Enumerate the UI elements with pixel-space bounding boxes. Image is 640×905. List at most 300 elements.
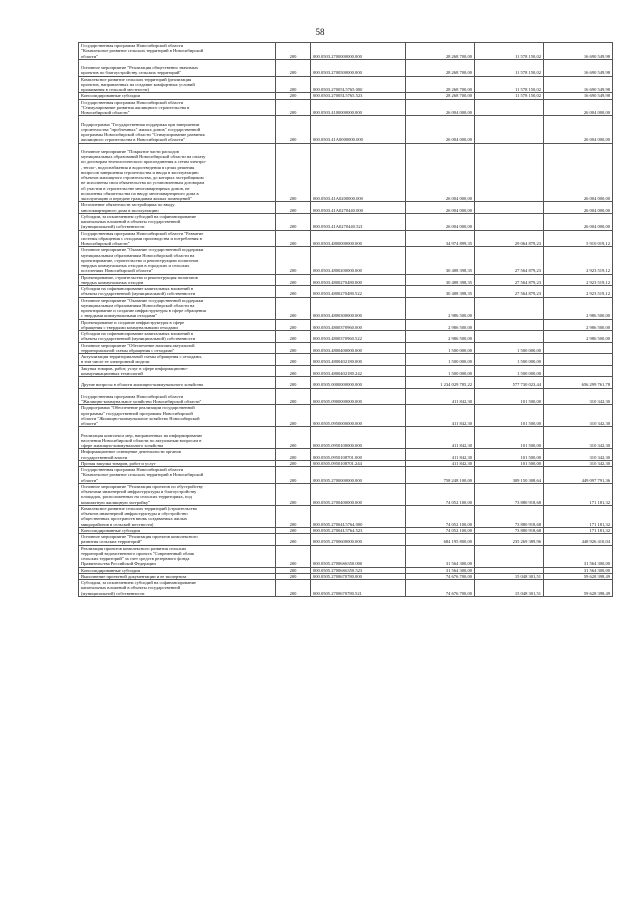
row-name-line: населения Новосибирской области по актуальным вопросам в — [81, 437, 202, 443]
row-executed-amount: 27 564 879,23 — [475, 286, 544, 298]
row-code: 200 — [276, 460, 311, 466]
row-code: 200 — [276, 567, 311, 573]
row-approved-amount: 28 268 700,00 — [406, 93, 475, 99]
row-approved-amount: 2 986 500,00 — [406, 331, 475, 343]
row-unexecuted-amount: 31 564 300,00 — [544, 567, 613, 573]
row-name-line: , тепло-, водоснабжения и водоотведения в целях решения — [81, 164, 195, 170]
row-name-line: Основное мероприятие "Оказание государственной поддержки — [81, 247, 204, 253]
table-row — [79, 483, 613, 505]
row-classification-code: 000.0503.27005L5765.523 — [311, 93, 406, 99]
row-code: 200 — [276, 580, 311, 597]
row-classification-code: 000.0503.41A0200000.000 — [311, 143, 406, 202]
row-classification-code: 000.0503.4800300000.000 — [311, 297, 406, 319]
row-unexecuted-amount: 2 986 500,00 — [544, 331, 613, 343]
row-classification-code: 000.0505.0950100000.000 — [311, 427, 406, 449]
row-name-line: (муниципальной) собственности — [81, 224, 145, 230]
row-unexecuted-amount: 310 342,30 — [544, 405, 613, 427]
row-name-line: Основное мероприятие "Реализация проектов комплексного — [81, 534, 198, 539]
row-executed-amount: 73 880 918,68 — [475, 483, 544, 505]
row-name-line: "Стимулирование развития жилищного строительства в — [81, 104, 190, 110]
row-executed-amount — [475, 319, 544, 331]
row-approved-amount: 26 004 000,00 — [406, 202, 475, 214]
row-name-line: компактную жилищную застройку" — [81, 499, 151, 505]
row-unexecuted-amount: 2 986 500,00 — [544, 319, 613, 331]
row-code: 200 — [276, 449, 311, 461]
row-executed-amount: 11 578 150,02 — [475, 93, 544, 99]
row-name — [79, 467, 276, 484]
row-name-line: твердых коммунальных отходов — [81, 279, 144, 285]
row-code: 200 — [276, 545, 311, 567]
row-approved-amount: 758 248 100,00 — [406, 467, 475, 484]
row-code: 200 — [276, 286, 311, 298]
row-classification-code: 000.0505.2700400000.000 — [311, 483, 406, 505]
row-name-line: муниципальных образований Новосибирской области на оплату — [81, 154, 206, 159]
row-name-line: муниципальным образованиям Новосибирской области на — [81, 302, 195, 308]
row-name-line: Основное мероприятие "Реализация общественно значимых — [81, 65, 199, 70]
table-row — [79, 449, 613, 461]
row-executed-amount: 27 564 879,23 — [475, 247, 544, 274]
row-name-line: области" — [81, 421, 99, 426]
row-approved-amount: 26 004 000,00 — [406, 99, 475, 116]
row-unexecuted-amount: 2 923 519,12 — [544, 286, 613, 298]
row-name-line: Комплексное развитие сельских территорий (строительство — [81, 505, 198, 511]
row-name-line: муниципальным образованиям Новосибирской области на — [81, 252, 195, 258]
table-row — [79, 545, 613, 567]
row-name — [79, 331, 276, 343]
row-unexecuted-amount: 26 004 000,00 — [544, 99, 613, 116]
row-name-line: Проектирование, строительство и реконструкция полигонов — [81, 274, 198, 280]
row-executed-amount: 577 730 023,44 — [475, 377, 544, 389]
row-name-line: многоквартирного дома в эксплуатацию — [81, 207, 159, 213]
table-row — [79, 388, 613, 405]
table-row — [79, 377, 613, 389]
row-approved-amount: 30 488 398,35 — [406, 274, 475, 286]
row-unexecuted-amount: 310 342,30 — [544, 427, 613, 449]
row-classification-code: 000.0505.2700670780.000 — [311, 573, 406, 579]
row-executed-amount: 29 064 879,23 — [475, 230, 544, 247]
row-name-line: территориальной схемы обращения с отходами" — [81, 347, 175, 353]
table-row — [79, 43, 613, 60]
row-classification-code: 000.0505.2700670780.521 — [311, 580, 406, 597]
budget-execution-table — [78, 42, 613, 597]
row-executed-amount: 101 500,00 — [475, 388, 544, 405]
row-classification-code: 000.0503.41A0000000.000 — [311, 116, 406, 143]
row-executed-amount: 1 500 000,00 — [475, 342, 544, 354]
row-name-line: программы" государственной программы Новосибирской — [81, 410, 193, 416]
row-name-line: проектов, направленных на создание комфортных условий — [81, 81, 195, 87]
row-executed-amount: 15 048 301,51 — [475, 573, 544, 579]
table-row — [79, 99, 613, 116]
row-name-line: "Жилищно-коммунальное хозяйство Новосибирской области" — [81, 399, 202, 404]
row-executed-amount: 235 269 389,96 — [475, 534, 544, 546]
row-code: 200 — [276, 365, 311, 377]
row-classification-code: 000.0503.4800270480.000 — [311, 274, 406, 286]
row-approved-amount: 26 004 000,00 — [406, 116, 475, 143]
row-executed-amount: 101 500,00 — [475, 427, 544, 449]
row-executed-amount: 73 880 918,68 — [475, 505, 544, 527]
row-name-line: области" — [81, 53, 99, 59]
row-name — [79, 483, 276, 505]
row-name-line: Консолидированные субсидии — [81, 93, 141, 99]
row-executed-amount: 15 048 301,51 — [475, 580, 544, 597]
row-classification-code: 000.0505.0900000000.000 — [311, 388, 406, 405]
row-executed-amount: 1 500 000,00 — [475, 354, 544, 366]
row-executed-amount: 101 500,00 — [475, 405, 544, 427]
row-executed-amount — [475, 202, 544, 214]
row-name-line: объекты государственной (муниципальной) собственности — [81, 336, 196, 342]
table-row — [79, 580, 613, 597]
row-name-line: Государственная программа Новосибирской области — [81, 99, 184, 105]
row-unexecuted-amount: 59 628 398,49 — [544, 573, 613, 579]
row-unexecuted-amount: 16 690 549,98 — [544, 43, 613, 60]
table-row — [79, 354, 613, 366]
row-name-line: с твердыми коммунальными отходами" — [81, 313, 158, 319]
row-name-line: сельских территорий" за счет средств резервного фонда — [81, 556, 190, 561]
row-approved-amount: 74 052 100,00 — [406, 527, 475, 533]
row-approved-amount: 411 842,30 — [406, 460, 475, 466]
row-name-line: Субсидии на софинансирование капитальных вложений в — [81, 331, 193, 336]
row-name — [79, 230, 276, 247]
row-name-line: Комплексное развитие сельских территорий (реализация — [81, 76, 192, 82]
row-code: 200 — [276, 297, 311, 319]
row-classification-code: 000.0503.2700000000.000 — [311, 43, 406, 60]
row-code: 200 — [276, 274, 311, 286]
row-executed-amount — [475, 143, 544, 202]
row-name-line: твердых коммунальных отходов в городских и сельских — [81, 263, 190, 268]
row-approved-amount: 28 268 700,00 — [406, 43, 475, 60]
row-code: 200 — [276, 354, 311, 366]
row-unexecuted-amount: 31 564 300,00 — [544, 545, 613, 567]
row-unexecuted-amount: 26 004 000,00 — [544, 202, 613, 214]
row-name — [79, 274, 276, 286]
row-name-line: исполнены обязательства по вводу многоквартирного дома в — [81, 190, 199, 196]
row-name-line: Реализация проектов комплексного развития сельских — [81, 545, 187, 551]
row-classification-code: 000.0505.2700600000.000 — [311, 534, 406, 546]
table-row — [79, 534, 613, 546]
row-name-line: Информационное освещение деятельности органов — [81, 449, 182, 455]
row-name — [79, 365, 276, 377]
table-row — [79, 286, 613, 298]
row-name-line: Государственная программа Новосибирской области — [81, 467, 184, 472]
row-code: 200 — [276, 99, 311, 116]
row-name-line: проектирование и создание инфраструктуры в сфере обращения — [81, 308, 206, 313]
table-row — [79, 342, 613, 354]
row-executed-amount — [475, 545, 544, 567]
row-classification-code: 000.0503.4800402180.000 — [311, 354, 406, 366]
row-classification-code: 000.0503.4800402180.242 — [311, 365, 406, 377]
row-name-line: "Комплексное развитие сельских территорий в Новосибирской — [81, 472, 204, 478]
row-classification-code: 000.0505.27004L5764.523 — [311, 527, 406, 533]
row-name-line: Субсидии, за исключением субсидий на софинансирование — [81, 213, 197, 219]
row-approved-amount: 74 052 100,00 — [406, 505, 475, 527]
row-name — [79, 388, 276, 405]
table-row — [79, 213, 613, 230]
row-classification-code: 000.0503.4800270480.522 — [311, 286, 406, 298]
row-name-line: программы Новосибирской области "Стимулирование развития — [81, 132, 205, 137]
table-row — [79, 247, 613, 274]
row-approved-amount: 31 564 300,00 — [406, 567, 475, 573]
row-name-line: объекты государственной (муниципальной) собственности — [81, 291, 196, 297]
row-executed-amount — [475, 331, 544, 343]
row-code: 200 — [276, 527, 311, 533]
row-executed-amount — [475, 99, 544, 116]
row-executed-amount — [475, 297, 544, 319]
row-approved-amount: 30 488 398,35 — [406, 286, 475, 298]
row-name — [79, 43, 276, 60]
row-name-line: Проектирование и создание инфраструктуры в сфере — [81, 319, 185, 325]
row-name — [79, 143, 276, 202]
row-name — [79, 354, 276, 366]
row-executed-amount: 309 150 308,64 — [475, 467, 544, 484]
row-name-line: вопросов завершения строительства и ввода в эксплуатацию — [81, 169, 199, 175]
row-code: 200 — [276, 405, 311, 427]
table-row — [79, 467, 613, 484]
row-approved-amount: 31 564 300,00 — [406, 545, 475, 567]
row-name-line: обращения с твердыми коммунальными отходами — [81, 324, 178, 330]
row-unexecuted-amount: 26 004 000,00 — [544, 116, 613, 143]
row-code: 200 — [276, 116, 311, 143]
row-code: 200 — [276, 467, 311, 484]
row-name-line: государственной власти — [81, 454, 128, 460]
row-name — [79, 59, 276, 76]
row-name — [79, 286, 276, 298]
row-approved-amount: 411 842,30 — [406, 405, 475, 427]
row-unexecuted-amount: 16 690 549,98 — [544, 76, 613, 93]
row-name-line: развития сельских территорий" — [81, 539, 143, 545]
row-classification-code: 000.0505.27004L5764.000 — [311, 505, 406, 527]
row-name — [79, 449, 276, 461]
row-name-line: Исполнение обязательств застройщика по вводу — [81, 202, 175, 208]
row-code: 200 — [276, 331, 311, 343]
row-code: 200 — [276, 202, 311, 214]
row-executed-amount: 11 578 150,02 — [475, 76, 544, 93]
row-code: 200 — [276, 43, 311, 60]
row-classification-code: 000.0503.41A0270440.521 — [311, 213, 406, 230]
row-name-line: Государственная программа Новосибирской области — [81, 393, 184, 399]
row-name — [79, 405, 276, 427]
row-classification-code: 000.0503.4100000000.000 — [311, 99, 406, 116]
row-name-line: объектов жилищного строительства, до которых застройщиком — [81, 175, 204, 180]
row-classification-code: 000.0503.4800200000.000 — [311, 247, 406, 274]
row-name — [79, 342, 276, 354]
row-name — [79, 377, 276, 389]
row-unexecuted-amount: 16 690 549,98 — [544, 59, 613, 76]
row-classification-code: 000.0505.0950108701.000 — [311, 449, 406, 461]
row-approved-amount: 28 268 700,00 — [406, 76, 475, 93]
row-approved-amount: 30 488 398,35 — [406, 247, 475, 274]
row-name — [79, 319, 276, 331]
row-executed-amount — [475, 213, 544, 230]
row-name-line: Государственная программа Новосибирской области — [81, 43, 184, 48]
row-classification-code: 000.0505.0950108701.244 — [311, 460, 406, 466]
row-code: 200 — [276, 573, 311, 579]
row-unexecuted-amount: 171 181,32 — [544, 483, 613, 505]
row-approved-amount: 34 974 899,35 — [406, 230, 475, 247]
row-approved-amount: 74 676 700,00 — [406, 580, 475, 597]
row-name — [79, 534, 276, 546]
row-code: 200 — [276, 143, 311, 202]
row-unexecuted-amount — [544, 342, 613, 354]
row-code: 200 — [276, 93, 311, 99]
row-classification-code: 000.0503.4800400000.000 — [311, 342, 406, 354]
row-approved-amount: 2 986 500,00 — [406, 319, 475, 331]
table-row — [79, 202, 613, 214]
row-approved-amount: 411 842,30 — [406, 427, 475, 449]
row-code: 200 — [276, 377, 311, 389]
row-approved-amount: 1 234 029 785,22 — [406, 377, 475, 389]
row-code: 200 — [276, 76, 311, 93]
row-name-line: об участии в строительстве многоквартирных домов, не — [81, 185, 190, 191]
row-classification-code: 000.0503.4800370960.522 — [311, 331, 406, 343]
row-classification-code: 000.0503.4800000000.000 — [311, 230, 406, 247]
row-name-line: общественных пространств вновь создаваемых жилых — [81, 516, 188, 522]
table-body — [79, 43, 613, 597]
row-executed-amount: 11 578 150,02 — [475, 43, 544, 60]
row-unexecuted-amount — [544, 365, 613, 377]
table-row — [79, 143, 613, 202]
row-name-line: Основное мероприятие "Обеспечение наличия актуальной — [81, 342, 195, 348]
table-row — [79, 230, 613, 247]
row-name-line: строительства "проблемных" жилых домов" государственной — [81, 126, 201, 132]
row-name-line: коммуникационных технологий — [81, 370, 143, 376]
row-executed-amount — [475, 116, 544, 143]
row-code: 200 — [276, 342, 311, 354]
row-executed-amount: 73 880 918,68 — [475, 527, 544, 533]
row-unexecuted-amount: 310 342,30 — [544, 449, 613, 461]
row-unexecuted-amount: 656 299 761,78 — [544, 377, 613, 389]
row-name-line: сфере жилищно-коммунального хозяйства — [81, 443, 164, 448]
row-code: 200 — [276, 388, 311, 405]
row-name-line: микрорайонов в сельской местности) — [81, 521, 154, 527]
row-name-line: объектов инженерной инфраструктуры и обустройство — [81, 511, 188, 516]
row-name-line: Основное мероприятие "Покрытие части расходов — [81, 148, 179, 154]
row-code: 200 — [276, 247, 311, 274]
row-name-line: Основное мероприятие "Реализация проектов по обустройству — [81, 483, 203, 489]
row-name-line: области "Жилищно-коммунальное хозяйство Новосибирской — [81, 415, 200, 421]
row-name-line: капитальных вложений в объекты государственной — [81, 585, 181, 591]
row-unexecuted-amount: 16 690 549,98 — [544, 93, 613, 99]
row-name — [79, 202, 276, 214]
row-approved-amount: 26 004 000,00 — [406, 213, 475, 230]
row-name-line: Консолидированные субсидии — [81, 527, 141, 533]
row-approved-amount: 28 268 700,00 — [406, 59, 475, 76]
row-name-line: эксплуатацию и передаче гражданам жилых помещений" — [81, 196, 192, 201]
row-name-line: Подпрограмма "Обеспечение реализации государственной — [81, 405, 195, 411]
row-name-line: Прочая закупка товаров, работ и услуг — [81, 460, 156, 466]
table-row — [79, 116, 613, 143]
row-executed-amount: 11 578 150,02 — [475, 59, 544, 76]
row-unexecuted-amount: 310 342,30 — [544, 460, 613, 466]
row-name-line: поселениях Новосибирской области" — [81, 268, 153, 274]
row-name — [79, 76, 276, 93]
row-unexecuted-amount: 310 342,30 — [544, 388, 613, 405]
row-unexecuted-amount: 26 004 000,00 — [544, 213, 613, 230]
table-row — [79, 76, 613, 93]
row-name-line: по договорам технологического присоединения к сетям электро- — [81, 159, 207, 165]
row-name — [79, 213, 276, 230]
table-row — [79, 573, 613, 579]
row-approved-amount: 26 004 000,00 — [406, 143, 475, 202]
row-name-line: системы обращения с отходами производства и потребления в — [81, 235, 202, 241]
row-code: 200 — [276, 230, 311, 247]
row-name-line: Субсидии, за исключением субсидий на софинансирование — [81, 580, 197, 585]
row-code: 200 — [276, 213, 311, 230]
row-name-line: Консолидированные субсидии — [81, 567, 141, 573]
row-approved-amount: 74 676 700,00 — [406, 573, 475, 579]
row-code: 200 — [276, 319, 311, 331]
row-unexecuted-amount: 2 923 519,12 — [544, 274, 613, 286]
row-unexecuted-amount: 449 097 791,36 — [544, 467, 613, 484]
table-row — [79, 297, 613, 319]
row-name — [79, 427, 276, 449]
row-unexecuted-amount: 5 910 019,12 — [544, 230, 613, 247]
row-name-line: проектов по благоустройству сельских территорий" — [81, 70, 182, 76]
page-number: 58 — [315, 27, 325, 37]
row-classification-code: 000.0503.2700500000.000 — [311, 59, 406, 76]
row-code: 200 — [276, 505, 311, 527]
row-name-line: жилищного строительства в Новосибирской области" — [81, 137, 185, 143]
row-name-line: Реализация комплекса мер, направленных на информирование — [81, 432, 203, 438]
row-name — [79, 545, 276, 567]
row-approved-amount: 74 052 100,00 — [406, 483, 475, 505]
row-name-line: "Комплексное развитие сельских территорий в Новосибирской — [81, 48, 204, 54]
row-name-line: территорий ведомственного проекта "Современный облик — [81, 550, 195, 556]
row-name-line: Закупка товаров, работ, услуг в сфере информационно- — [81, 365, 188, 371]
row-name-line: проживания в сельской местности) — [81, 87, 149, 92]
row-name-line: проектирование, строительство и реконструкцию полигонов — [81, 257, 199, 263]
row-classification-code: 000.0503.4800370960.000 — [311, 319, 406, 331]
row-classification-code: 000.0505.27006S6350.000 — [311, 545, 406, 567]
table-row — [79, 274, 613, 286]
row-name-line: Новосибирской области" — [81, 110, 130, 115]
table-row — [79, 505, 613, 527]
row-name-line: Субсидии на софинансирование капитальных вложений в — [81, 286, 193, 291]
row-approved-amount: 411 842,30 — [406, 388, 475, 405]
row-name-line: Правительства Российской Федерации — [81, 561, 156, 567]
row-classification-code: 000.0503.41A0270440.000 — [311, 202, 406, 214]
row-name-line: Актуализация территориальной схемы обращения с отходами, — [81, 354, 202, 359]
table-row — [79, 319, 613, 331]
table-row — [79, 59, 613, 76]
row-unexecuted-amount: 171 181,32 — [544, 527, 613, 533]
row-unexecuted-amount: 59 628 398,49 — [544, 580, 613, 597]
row-name-line: площадок, расположенных на сельских территориях, под — [81, 494, 192, 500]
row-unexecuted-amount: 2 986 500,00 — [544, 297, 613, 319]
row-name-line: области" — [81, 477, 99, 483]
row-classification-code: 000.0505.0000000000.000 — [311, 377, 406, 389]
row-name-line: Основное мероприятие "Оказание государственной поддержки — [81, 297, 204, 303]
row-executed-amount: 101 500,00 — [475, 460, 544, 466]
row-name-line: Выполнение проектной документации и ее экспертиза — [81, 573, 187, 579]
row-unexecuted-amount: 171 181,32 — [544, 505, 613, 527]
row-name — [79, 99, 276, 116]
row-code: 200 — [276, 427, 311, 449]
row-name-line: в том числе ее электронной модели — [81, 359, 150, 365]
table-row — [79, 427, 613, 449]
row-name-line: объектами инженерной инфраструктуры и благоустройству — [81, 489, 197, 494]
row-approved-amount: 1 500 000,00 — [406, 354, 475, 366]
row-name-line: не исполнены свои обязательства по установленным договорам — [81, 180, 205, 186]
row-executed-amount: 101 500,00 — [475, 449, 544, 461]
row-executed-amount: 27 564 879,23 — [475, 274, 544, 286]
row-code: 200 — [276, 534, 311, 546]
row-approved-amount: 411 842,30 — [406, 449, 475, 461]
table-row — [79, 405, 613, 427]
row-name — [79, 580, 276, 597]
row-name — [79, 247, 276, 274]
row-name — [79, 505, 276, 527]
row-executed-amount: 1 500 000,00 — [475, 365, 544, 377]
